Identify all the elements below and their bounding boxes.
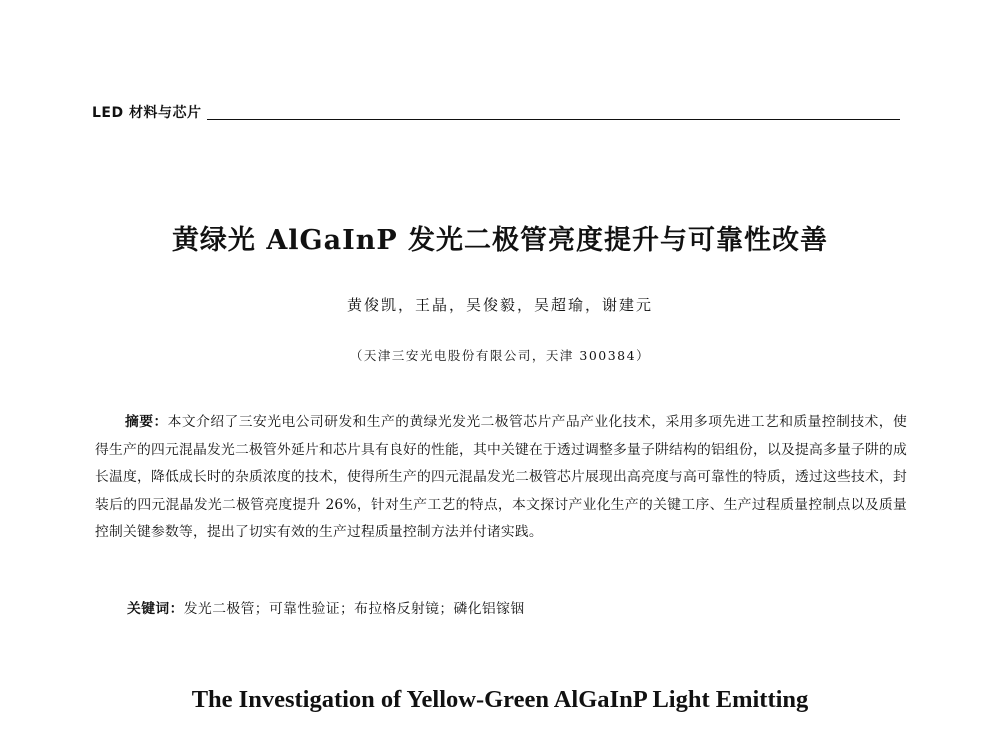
- author-list: 黄俊凯，王晶，吴俊毅，吴超瑜，谢建元: [346, 296, 653, 314]
- abstract-label: 摘要：: [125, 414, 168, 430]
- keywords: [127, 597, 525, 617]
- header-rule: [92, 119, 900, 120]
- section-label: LED 材料与芯片: [92, 102, 207, 122]
- keywords-label: 关键词：: [127, 601, 184, 617]
- abstract: [95, 409, 907, 547]
- english-title: The Investigation of Yellow-Green AlGaInP Light Emitting: [191, 686, 809, 713]
- paper-title: 黄绿光 AlGaInP 发光二极管亮度提升与可靠性改善: [171, 225, 829, 256]
- keywords-text: 发光二极管；可靠性验证；布拉格反射镜；磷化铝镓铟: [183, 601, 525, 617]
- abstract-text: 本文介绍了三安光电公司研发和生产的黄绿光发光二极管芯片产品产业化技术，采用多项先进工艺和质量控制技术，使得生产的四元混晶发光二极管外延片和芯片具有良好的性能，其中关键在于透过调整多量子阱结构的铝组份，以及提高多量子阱的成长温度，降低成长时的杂质浓度的技术，使得所生产的四元混晶发光二极管芯片展现出高亮度与高可靠性的特质，透过这些技术，封装后的四元混晶发光二极管亮度提升 26%，针对生产工艺的特点，本文探讨产业化生产的关键工序、生产过程质量控制点以及质量控制关键参数等，提出了切实有效的生产过程质量控制方法并付诸实践。: [95, 414, 907, 540]
- affiliation: （天津三安光电股份有限公司，天津 300384）: [349, 348, 651, 363]
- running-header: [92, 102, 900, 120]
